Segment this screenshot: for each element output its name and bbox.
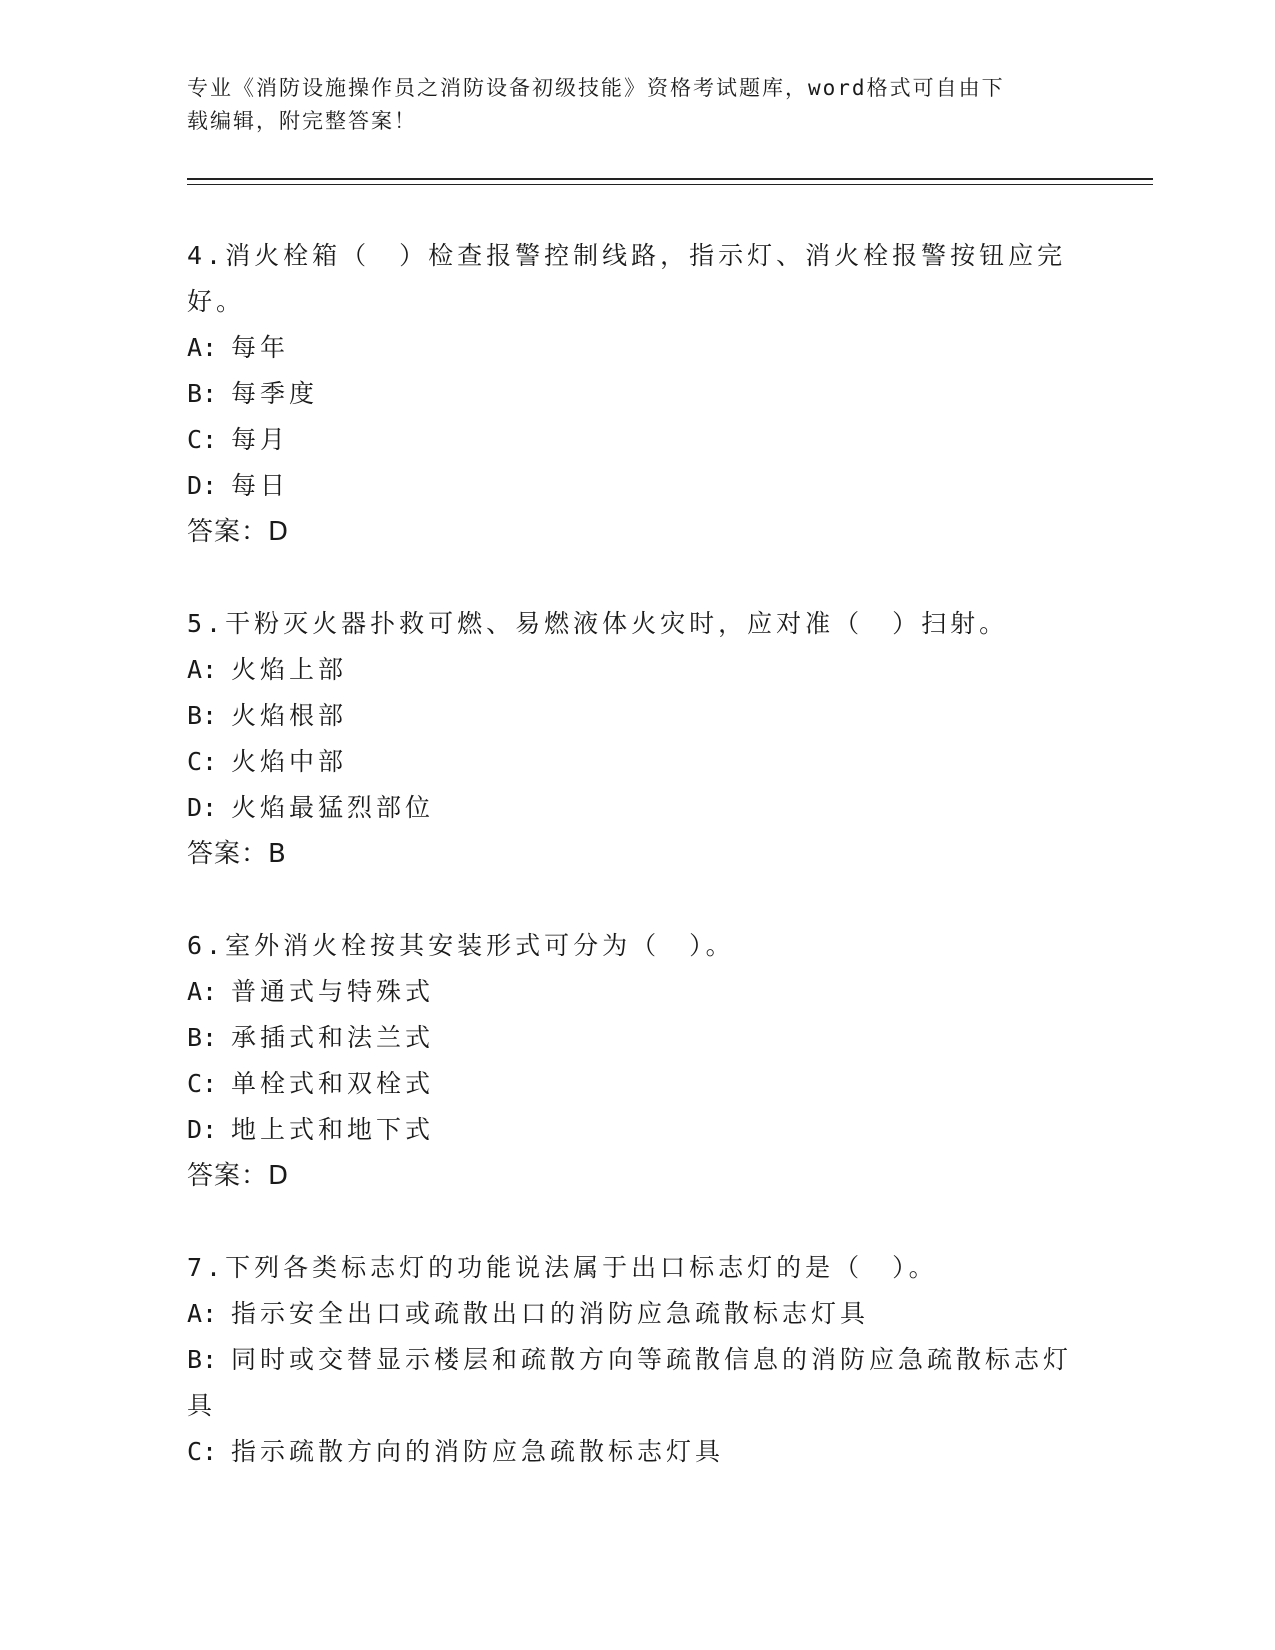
document-header [187,72,1087,138]
answer-line: 答案：B [187,839,287,869]
option-letter: D: [187,471,218,500]
option-letter: A: [187,1299,218,1328]
option-letter: B: [187,1345,218,1374]
question-text: 7.下列各类标志灯的功能说法属于出口标志灯的是（ ）。 [187,1253,938,1282]
option-letter: C: [187,425,218,454]
option-text: 普通式与特殊式 [231,977,435,1006]
header-divider [187,178,1153,185]
option-text: 每年 [231,333,290,362]
option-letter: C: [187,747,218,776]
option-text: 指示安全出口或疏散出口的消防应急疏散标志灯具 [231,1299,870,1328]
option-letter: B: [187,701,218,730]
option-text: 承插式和法兰式 [231,1023,435,1052]
option-text: 指示疏散方向的消防应急疏散标志灯具 [231,1437,725,1466]
option-text: 每月 [231,425,290,454]
option-text: 同时或交替显示楼层和疏散方向等疏散信息的消防应急疏散标志灯 [231,1345,1073,1374]
option-letter: A: [187,655,218,684]
option-text: 火焰最猛烈部位 [231,793,435,822]
option-a [187,325,1087,371]
option-letter: D: [187,793,218,822]
question-list [187,233,1087,1521]
option-letter: D: [187,1115,218,1144]
option-text: 每日 [231,471,290,500]
option-d [187,1107,1087,1153]
option-c [187,1061,1087,1107]
option-b [187,371,1087,417]
option-text: 地上式和地下式 [231,1115,435,1144]
question-5 [187,601,1087,877]
option-a [187,647,1087,693]
option-text: 火焰中部 [231,747,348,776]
option-c [187,417,1087,463]
option-d [187,463,1087,509]
option-c [187,739,1087,785]
option-d [187,785,1087,831]
option-letter: B: [187,379,218,408]
option-letter: B: [187,1023,218,1052]
header-line-1: 专业《消防设施操作员之消防设备初级技能》资格考试题库，word格式可自由下 [187,76,1005,100]
option-text: 单栓式和双栓式 [231,1069,435,1098]
option-b [187,1337,1087,1383]
option-c [187,1429,1087,1475]
answer-line: 答案：D [187,517,290,547]
question-text: 4.消火栓箱（ ）检查报警控制线路，指示灯、消火栓报警按钮应完 [187,241,1067,270]
answer-line: 答案：D [187,1161,290,1191]
question-6 [187,923,1087,1199]
option-b [187,693,1087,739]
option-text: 火焰根部 [231,701,348,730]
option-letter: C: [187,1069,218,1098]
option-a [187,1291,1087,1337]
option-letter: A: [187,977,218,1006]
question-7 [187,1245,1087,1475]
option-text: 火焰上部 [231,655,348,684]
question-text: 6.室外消火栓按其安装形式可分为（ ）。 [187,931,735,960]
option-b [187,1015,1087,1061]
option-letter: C: [187,1437,218,1466]
question-4 [187,233,1087,555]
option-letter: A: [187,333,218,362]
option-text: 每季度 [231,379,319,408]
question-text-continued: 好。 [187,287,246,316]
option-b-continued: 具 [187,1391,217,1420]
header-line-2: 载编辑，附完整答案！ [187,109,417,133]
option-a [187,969,1087,1015]
question-text: 5.干粉灭火器扑救可燃、易燃液体火灾时，应对准（ ）扫射。 [187,609,1009,638]
